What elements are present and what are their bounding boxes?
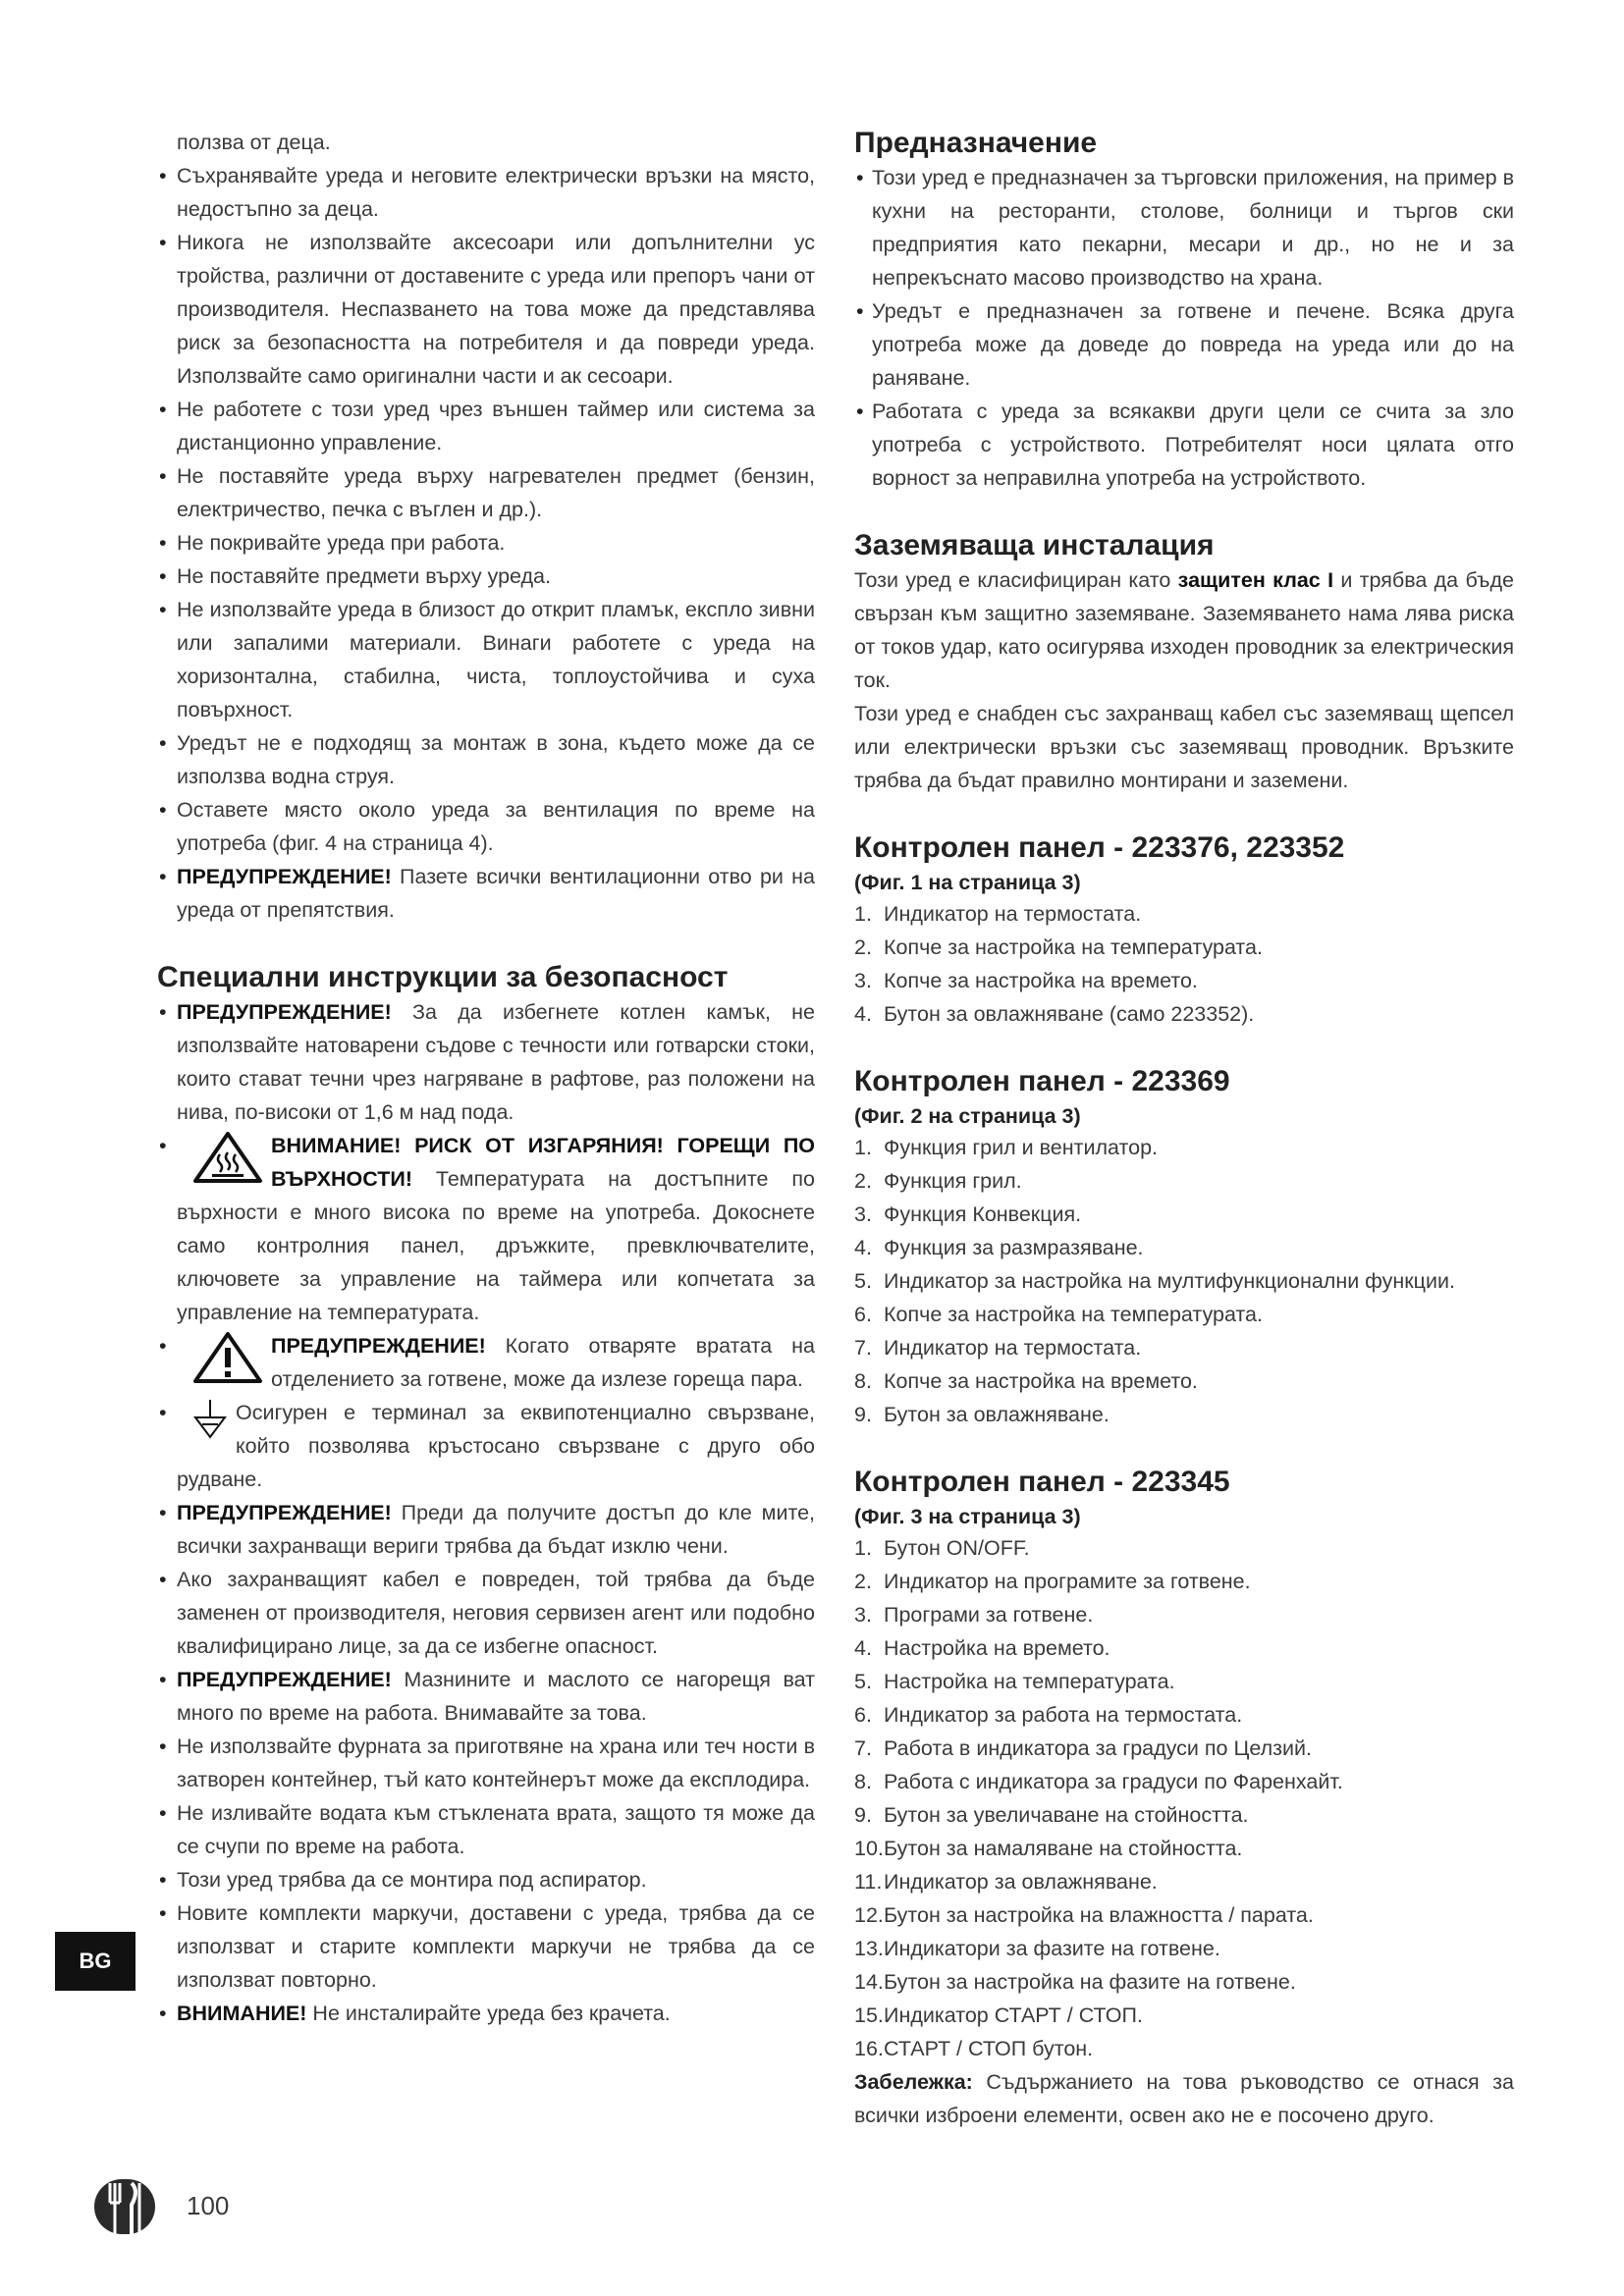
list-item: • Този уред трябва да се монтира под аспиратор. [157,1863,815,1896]
list-item: 16.СТАРТ / СТОП бутон. [854,2037,1094,2060]
page-number: 100 [187,2191,230,2220]
list-item: • Никога не използвайте аксесоари или допълнителни ус тройства, различни от доставените с уреда или препоръ чани от производителя. Неспазването на това може да представлява риск за безопасността на потребителя и да повреди уреда. Използвайте само оригинални части и ак сесоари. [157,226,815,393]
list-item: 1. Бутон ON/OFF. [854,1536,1030,1560]
list-item: • Оставете място около уреда за вентилация по време на употреба (фиг. 4 на страница 4). [157,793,815,860]
list-item: 10.Бутон за намаляване на стойността. [854,1837,1243,1860]
list-item: • Не работете с този уред чрез външен таймер или система за дистанционно управление. [157,393,815,459]
control-panel-2-heading: Контролен панел - 223369 [854,1065,1230,1097]
list-item: • ВНИМАНИЕ! РИСК ОТ ИЗГАРЯНИЯ! ГОРЕЩИ ПО ВЪРХНОСТИ! Температурата на достъпните по върхности е много висока по време на употреба. Докоснете само контролния панел, дръжките, превключвателите, ключовете за управление на таймера или копчетата за управление на температурата. [157,1129,815,1329]
grounding-paragraph-1: Този уред е класифициран като защитен клас I и трябва да бъде свързан към защитно заземяване. Заземяването нама лява риска от токов удар, като осигурява изходен проводник за електрическия ток. [854,568,1514,692]
left-column [157,126,815,2030]
grounding-heading: Заземяваща инсталация [854,529,1215,561]
list-item: • Не изливайте водата към стъклената врата, защото тя може да се счупи по време на работа. [157,1796,815,1863]
list-item: • Новите комплекти маркучи, доставени с уреда, трябва да се използват и старите комплекти маркучи не трябва да се използват повторно. [157,1896,815,1997]
list-item: • ПРЕДУПРЕЖДЕНИЕ! За да избегнете котлен камък, не използвайте натоварени съдове с течности или готварски стоки, които стават течни чрез нагряване в рафтове, раз положени на нива, по-високи от 1,6 м над пода. [157,995,815,1129]
list-item: • ПРЕДУПРЕЖДЕНИЕ! Когато отваряте вратата на отделението за готвене, може да излезе гореща пара. [157,1329,815,1396]
list-item: 3. Програми за готвене. [854,1603,1094,1627]
list-item: 15.Индикатор СТАРТ / СТОП. [854,2003,1143,2027]
list-item: • ПРЕДУПРЕЖДЕНИЕ! Преди да получите достъп до кле мите, всички захранващи вериги трябва да бъдат изклю чени. [157,1496,815,1563]
list-item: 2. Функция грил. [854,1169,1022,1193]
burn-warning-label: ВНИМАНИЕ! РИСК ОТ ИЗГАРЯНИЯ! ГОРЕЩИ ПО ВЪРХНОСТИ! [271,1134,815,1191]
list-item: • Не използвайте фурната за приготвяне на храна или теч ности в затворен контейнер, тъй като контейнерът може да експлодира. [157,1730,815,1796]
list-item: • Ако захранващият кабел е повреден, той трябва да бъде заменен от производителя, неговия сервизен агент или подобно квалифицирано лице, за да се избегне опасност. [157,1563,815,1663]
list-item: • Не използвайте уреда в близост до открит пламък, експло зивни или запалими материали. Винаги работете с уреда на хоризонтална, стабилна, чиста, топлоустойчива и суха повърхност. [157,593,815,726]
list-item: 8. Работа с индикатора за градуси по Фаренхайт. [854,1770,1343,1793]
list-item: • Работата с уреда за всякакви други цели се счита за зло употреба с устройството. Потребителят носи цялата отго ворност за неправилна употреба на устройството. [854,395,1514,495]
list-item: 2. Копче за настройка на температурата. [854,935,1263,959]
list-item: 4. Настройка на времето. [854,1636,1110,1660]
list-item: 2. Индикатор на програмите за готвене. [854,1570,1251,1593]
list-item: 6. Копче за настройка на температурата. [854,1303,1263,1326]
list-item: 13.Индикатори за фазите на готвене. [854,1937,1220,1960]
list-item: 3. Копче за настройка на времето. [854,969,1198,992]
control-panel-1-list [854,897,1514,1031]
list-item: • ПРЕДУПРЕЖДЕНИЕ! Мазнините и маслото се нагорещя ват много по време на работа. Внимавайте за това. [157,1663,815,1730]
control-panel-3-heading: Контролен панел - 223345 [854,1466,1230,1498]
figure-reference: (Фиг. 2 на страница 3) [854,1104,1081,1128]
equipotential-icon [192,1398,228,1441]
language-tab: BG [55,1932,135,1991]
purpose-heading: Предназначение [854,127,1098,159]
list-item: • Не поставяйте предмети върху уреда. [157,560,815,593]
list-item: • Уредът е предназначен за готвене и печене. Всяка друга употреба може да доведе до повреда на уреда или до на раняване. [854,294,1514,395]
list-item: 4. Функция за размразяване. [854,1236,1144,1259]
list-item: • ПРЕДУПРЕЖДЕНИЕ! Пазете всички вентилационни отво ри на уреда от препятствия. [157,860,815,927]
list-item: 9. Бутон за овлажняване. [854,1403,1110,1426]
list-item: 4. Бутон за овлажняване (само 223352). [854,1002,1255,1026]
list-item: • Този уред е предназначен за търговски приложения, на пример в кухни на ресторанти, столове, болници и търгов ски предприятия като пекарни, месари и др., но не и за непрекъснато масово производство на храна. [854,161,1514,294]
list-item: 1. Функция грил и вентилатор. [854,1136,1159,1159]
list-item: 9. Бутон за увеличаване на стойността. [854,1803,1249,1827]
list-item: 12.Бутон за настройка на влажността / парата. [854,1903,1314,1927]
control-panel-1-heading: Контролен панел - 223376, 223352 [854,831,1345,864]
list-item: 5. Индикатор за настройка на мултифункционални функции. [854,1269,1455,1293]
list-item: • ВНИМАНИЕ! Не инсталирайте уреда без крачета. [157,1997,815,2030]
special-list [157,995,815,2030]
control-panel-2-list [854,1131,1514,1431]
safety-list-1 [157,159,815,927]
special-instructions-heading: Специални инструкции за безопасност [157,961,729,993]
exclamation-warning-icon [192,1331,263,1384]
warning-label: ПРЕДУПРЕЖДЕНИЕ! [177,865,392,888]
list-item: 14.Бутон за настройка на фазите на готвене. [854,1970,1296,1994]
list-item: 7. Индикатор на термостата. [854,1336,1142,1360]
purpose-list [854,161,1514,495]
list-item: 1. Индикатор на термостата. [854,902,1142,926]
note-paragraph: Забележка: Съдържанието на това ръководство се отнася за всички изброени елементи, освен ако не е посочено друго. [854,2070,1514,2127]
grounding-paragraph-2: Този уред е снабден със захранващ кабел със заземяващ щепсел или електрически връзки със заземяващ проводник. Връзките трябва да бъдат правилно монтирани и заземени. [854,702,1514,792]
list-item: 5. Настройка на температурата. [854,1670,1175,1693]
lead-text: ползва от деца. [177,131,331,154]
list-item: 6. Индикатор за работа на термостата. [854,1703,1243,1727]
list-item: 3. Функция Конвекция. [854,1202,1082,1226]
list-item: • Не поставяйте уреда върху нагревателен предмет (бензин, електричество, печка с въглен и др.). [157,459,815,526]
steam-warning-label: ПРЕДУПРЕЖДЕНИЕ! [271,1334,486,1358]
list-item: 11.Индикатор за овлажняване. [854,1870,1158,1894]
figure-reference: (Фиг. 1 на страница 3) [854,871,1081,894]
control-panel-3-list [854,1531,1514,2065]
list-item: 7. Работа в индикатора за градуси по Целзий. [854,1736,1313,1760]
list-item: 8. Копче за настройка на времето. [854,1369,1198,1393]
cutlery-logo-icon [92,2169,157,2240]
list-item: • Уредът не е подходящ за монтаж в зона, където може да се използва водна струя. [157,726,815,793]
hot-surface-warning-icon [192,1131,263,1184]
list-item: • Осигурен е терминал за еквипотенциално свързване, който позволява кръстосано свързване с друго обо рудване. [157,1396,815,1496]
right-column [854,126,1514,2132]
figure-reference: (Фиг. 3 на страница 3) [854,1505,1081,1528]
list-item: • Съхранявайте уреда и неговите електрически връзки на място, недостъпно за деца. [157,159,815,226]
list-item: • Не покривайте уреда при работа. [157,526,815,560]
